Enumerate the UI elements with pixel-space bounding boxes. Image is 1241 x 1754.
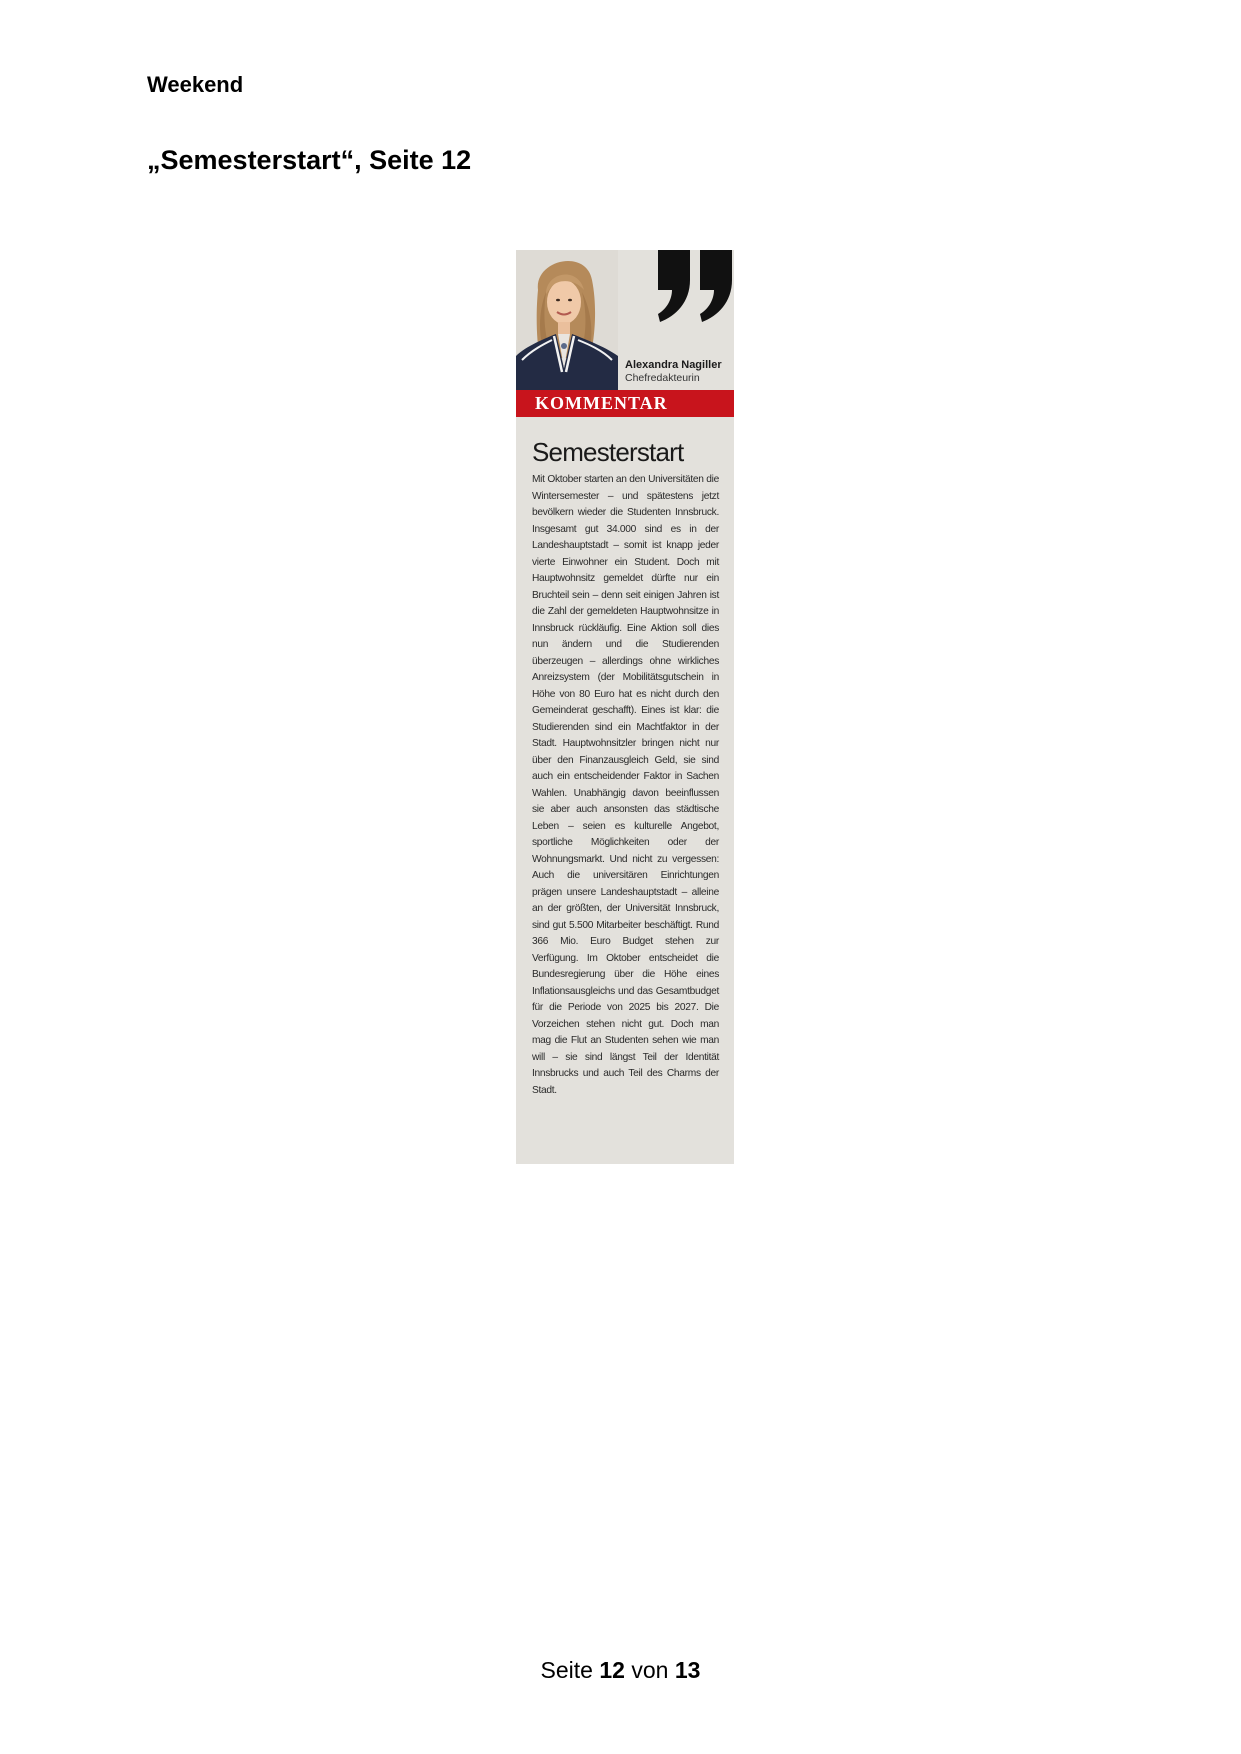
author-role: Chefredakteurin — [625, 372, 700, 384]
page-footer — [0, 1657, 1241, 1684]
rubric-banner: KOMMENTAR — [516, 390, 734, 417]
section-label: Weekend — [147, 72, 244, 97]
newspaper-clipping — [516, 250, 734, 1164]
article-column — [532, 437, 719, 1099]
closing-quote-icon — [656, 250, 734, 324]
page-title: „Semesterstart“, Seite 12 — [147, 145, 472, 175]
author-name: Alexandra Nagiller — [625, 359, 722, 371]
footer-prefix: Seite — [540, 1657, 593, 1683]
footer-middle: von — [631, 1657, 669, 1683]
article-body: Mit Oktober starten an den Universitäten die Wintersemester – und spätestens jetzt bevölkern wieder die Studenten Innsbruck. Insgesamt gut 34.000 sind es in der Landeshauptstadt – somit ist knapp jeder vierte Einwohner ein Student. Doch mit Hauptwohnsitz gemeldet dürfte nur ein Bruchteil sein – denn seit einigen Jahren ist die Zahl der gemeldeten Hauptwohnsitze in Innsbruck rückläufig. Eine Aktion soll dies nun ändern und die Studierenden überzeugen – allerdings ohne wirkliches Anreizsystem (der Mobilitätsgutschein in Höhe von 80 Euro hat es nicht durch den Gemeinderat geschafft). Eines ist klar: die Studierenden sind ein Machtfaktor in der Stadt. Hauptwohnsitzler bringen nicht nur über den Finanzausgleich Geld, sie sind auch ein entscheidender Faktor in Sachen Wahlen. Unabhängig davon beeinflussen sie aber auch ansonsten das städtische Leben – seien es kulturelle Angebot, sportliche Möglichkeiten oder der Wohnungsmarkt. Und nicht zu vergessen: Auch die universitären Einrichtungen prägen unsere Landeshauptstadt – alleine an der größten, der Universität Innsbruck, sind gut 5.500 Mitarbeiter beschäftigt. Rund 366 Mio. Euro Budget stehen zur Verfügung. Im Oktober entscheidet die Bundesregierung über die Höhe eines Inflationsausgleichs und das Gesamtbudget für die Periode von 2025 bis 2027. Die Vorzeichen stehen nicht gut. Doch man mag die Flut an Studenten sehen wie man will – sie sind längst Teil der Identität Innsbrucks und auch Teil des Charms der Stadt. — [532, 474, 719, 1096]
footer-page-total: 13 — [674, 1657, 701, 1683]
author-portrait — [516, 250, 618, 390]
clipping-header — [516, 250, 734, 390]
footer-page-number: 12 — [599, 1657, 625, 1683]
article-headline: Semesterstart — [532, 437, 684, 467]
